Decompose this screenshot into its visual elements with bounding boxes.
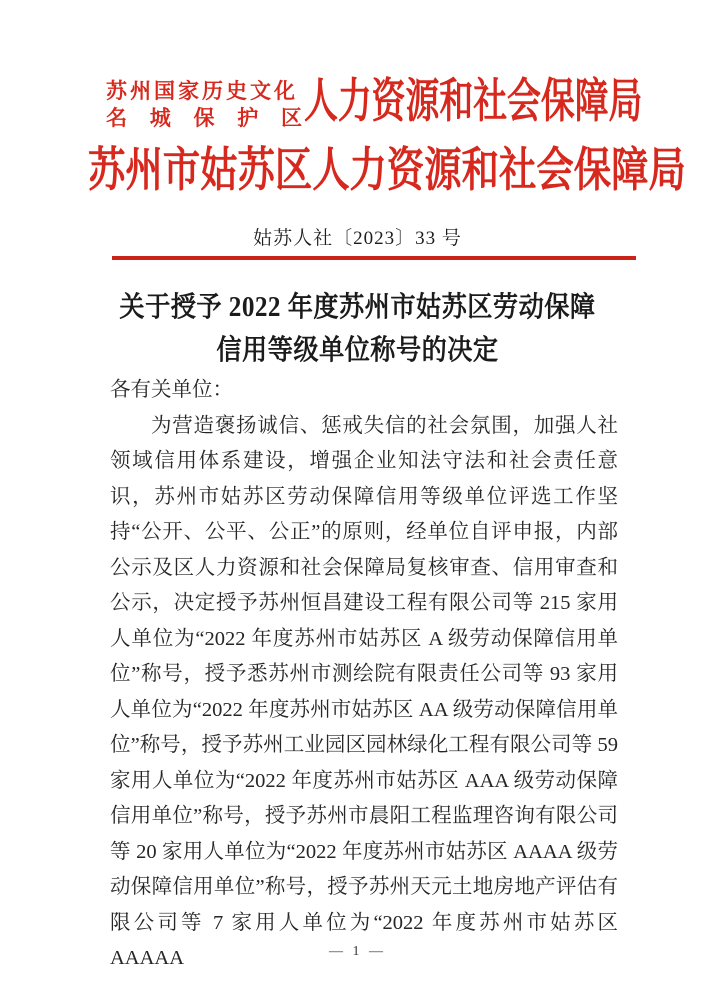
document-body (110, 373, 618, 977)
document-number: 姑苏人社〔2023〕33 号 (253, 228, 462, 249)
document-title (36, 286, 680, 372)
document-title-line-2: 信用等级单位称号的决定 (216, 335, 499, 366)
district-name-line-1: 苏州国家历史文化 (106, 79, 298, 103)
district-name-line-2: 名城保护区 (106, 106, 302, 130)
district-name-block (106, 78, 302, 132)
red-divider-line (112, 256, 636, 260)
letterhead-row-1 (88, 72, 653, 136)
page-number-footer: — 1 — (329, 944, 386, 959)
body-paragraph: 为营造褒扬诚信、惩戒失信的社会氛围，加强人社领域信用体系建设，增强企业知法守法和社会责任意识，苏州市姑苏区劳动保障信用等级单位评选工作坚持“公开、公平、公正”的原则，经单位自评申报，内部公示及区人力资源和社会保障局复核审查、信用审查和公示，决定授予苏州恒昌建设工程有限公司等 215 家用人单位为“2022 年度苏州市姑苏区 A 级劳动保障信用单位”称号，授予悉苏州市测绘院有限责任公司等 93 家用人单位为“2022 年度苏州市姑苏区 AA 级劳动保障信用单位”称号，授予苏州工业园区园林绿化工程有限公司等 59 家用人单位为“2022 年度苏州市姑苏区 AAA 级劳动保障信用单位”称号，授予苏州市晨阳工程监理咨询有限公司等 20 家用人单位为“2022 年度苏州市姑苏区 AAAA 级劳动保障信用单位”称号，授予苏州天元土地房地产评估有限公司等 7 家用人单位为“2022 年度苏州市姑苏区 AAAAA (110, 414, 618, 969)
bureau-name-right: 人力资源和社会保障局 (304, 76, 643, 128)
bureau-name-full: 苏州市姑苏区人力资源和社会保障局 (88, 145, 686, 197)
letterhead-block (88, 72, 686, 197)
salutation: 各有关单位： (110, 379, 233, 401)
document-title-line-1: 关于授予 2022 年度苏州市姑苏区劳动保障 (119, 292, 596, 323)
